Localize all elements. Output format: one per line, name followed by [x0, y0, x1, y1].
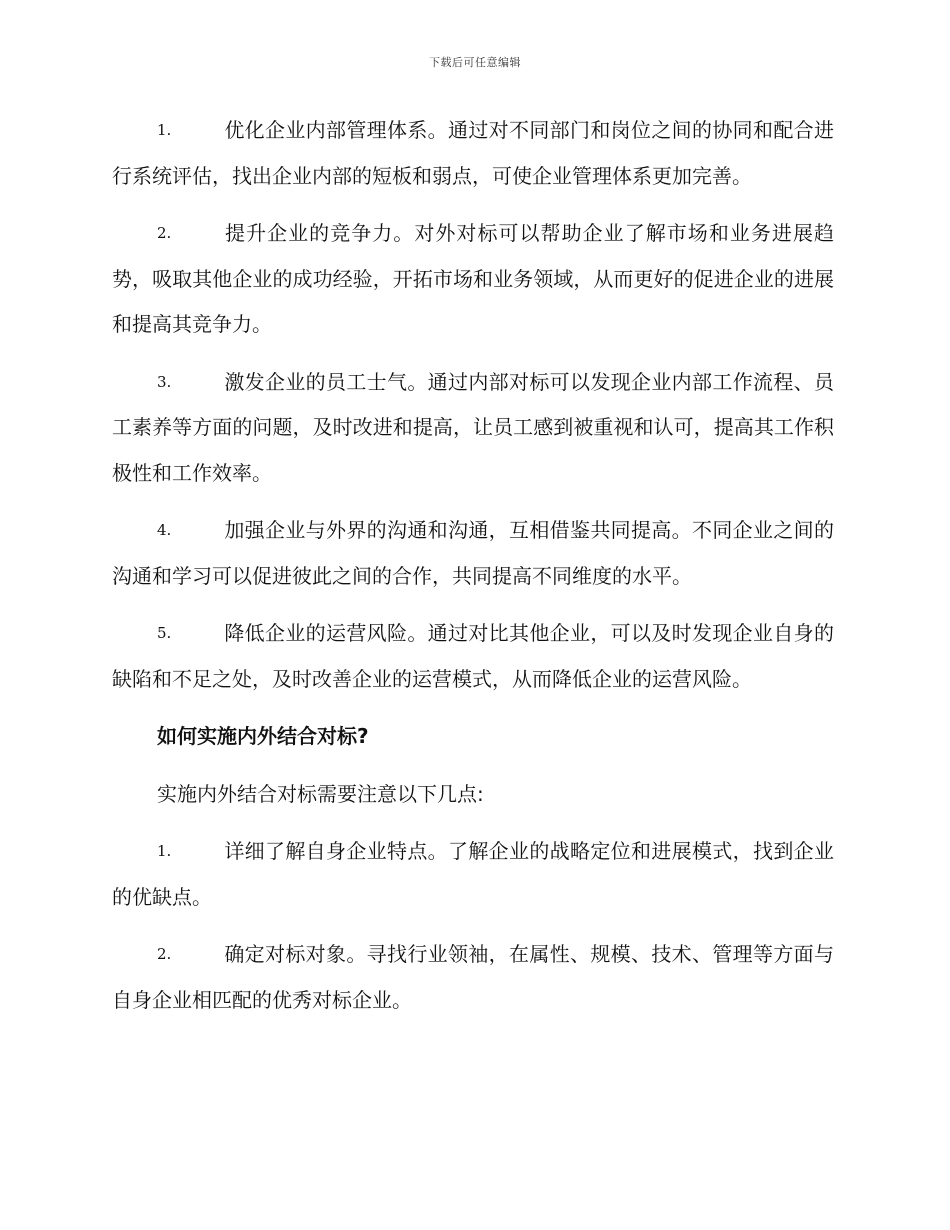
section-intro: 实施内外结合对标需要注意以下几点: — [157, 781, 484, 806]
list-text: 加强企业与外界的沟通和沟通，互相借鉴共同提高。不同企业之间的沟通和学习可以促进彼此之间的合作，共同提高不同维度的水平。 — [112, 518, 834, 588]
list-text: 确定对标对象。寻找行业领袖，在属性、规模、技术、管理等方面与自身企业相匹配的优秀对标企业。 — [112, 942, 834, 1012]
list-text: 详细了解自身企业特点。了解企业的战略定位和进展模式，找到企业的优缺点。 — [112, 839, 834, 909]
document-body — [112, 108, 834, 1035]
list-text: 降低企业的运营风险。通过对比其他企业，可以及时发现企业自身的缺陷和不足之处，及时改善企业的运营模式，从而降低企业的运营风险。 — [112, 621, 834, 691]
list-item — [112, 360, 834, 497]
list-item — [112, 829, 834, 920]
list-item — [112, 611, 834, 702]
list-item — [112, 211, 834, 348]
list-number: 1. — [157, 842, 172, 860]
list-number: 4. — [157, 521, 172, 539]
section-heading: 如何实施内外结合对标? — [157, 724, 369, 748]
list-item — [112, 508, 834, 599]
list-number: 2. — [157, 224, 172, 242]
list-number: 5. — [157, 624, 172, 642]
list-text: 激发企业的员工士气。通过内部对标可以发现企业内部工作流程、员工素养等方面的问题，及时改进和提高，让员工感到被重视和认可，提高其工作积极性和工作效率。 — [112, 369, 834, 485]
list-item — [112, 108, 834, 199]
list-text: 提升企业的竞争力。对外对标可以帮助企业了解市场和业务进展趋势，吸取其他企业的成功经验，开拓市场和业务领域，从而更好的促进企业的进展和提高其竞争力。 — [112, 221, 834, 336]
list-number: 3. — [157, 372, 172, 391]
page-header: 下载后可任意编辑 — [429, 56, 521, 69]
list-item — [112, 932, 834, 1023]
list-number: 2. — [157, 945, 172, 963]
list-number: 1. — [157, 121, 172, 139]
list-text: 优化企业内部管理体系。通过对不同部门和岗位之间的协同和配合进行系统评估，找出企业内部的短板和弱点，可使企业管理体系更加完善。 — [112, 118, 834, 188]
